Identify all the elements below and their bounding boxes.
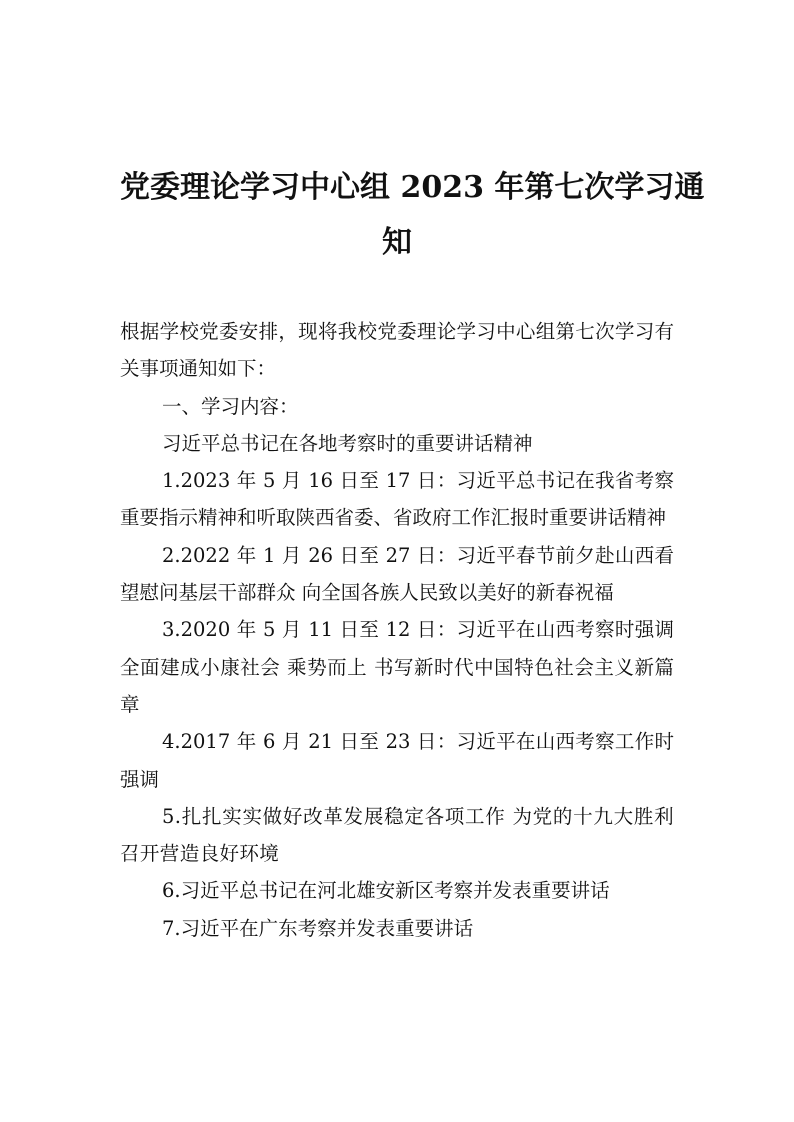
intro-paragraph: 根据学校党委安排，现将我校党委理论学习中心组第七次学习有关事项通知如下：	[120, 320, 674, 381]
study-item-6: 6.习近平总书记在河北雄安新区考察并发表重要讲话	[162, 879, 610, 903]
study-topic: 习近平总书记在各地考察时的重要讲话精神	[162, 431, 533, 455]
document-body	[120, 313, 674, 947]
study-item-2: 2.2022 年 1 月 26 日至 27 日：习近平春节前夕赴山西看望慰问基层干部群众 向全国各族人民致以美好的新春祝福	[120, 543, 674, 605]
study-item-4: 4.2017 年 6 月 21 日至 23 日：习近平在山西考察工作时强调	[120, 730, 674, 791]
study-item-1: 1.2023 年 5 月 16 日至 17 日：习近平总书记在我省考察重要指示精神和听取陕西省委、省政府工作汇报时重要讲话精神	[120, 469, 674, 530]
study-item-3: 3.2020 年 5 月 11 日至 12 日：习近平在山西考察时强调全面建成小康社会 乘势而上 书写新时代中国特色社会主义新篇章	[120, 618, 674, 716]
study-item-7: 7.习近平在广东考察并发表重要讲话	[162, 916, 474, 940]
title-line-1: 党委理论学习中心组 2023 年第七次学习通	[120, 170, 705, 205]
section-heading: 一、学习内容：	[162, 394, 299, 418]
document-title	[120, 160, 705, 270]
study-item-5: 5.扎扎实实做好改革发展稳定各项工作 为党的十九大胜利召开营造良好环境	[120, 804, 674, 866]
title-line-2: 知	[382, 225, 412, 260]
